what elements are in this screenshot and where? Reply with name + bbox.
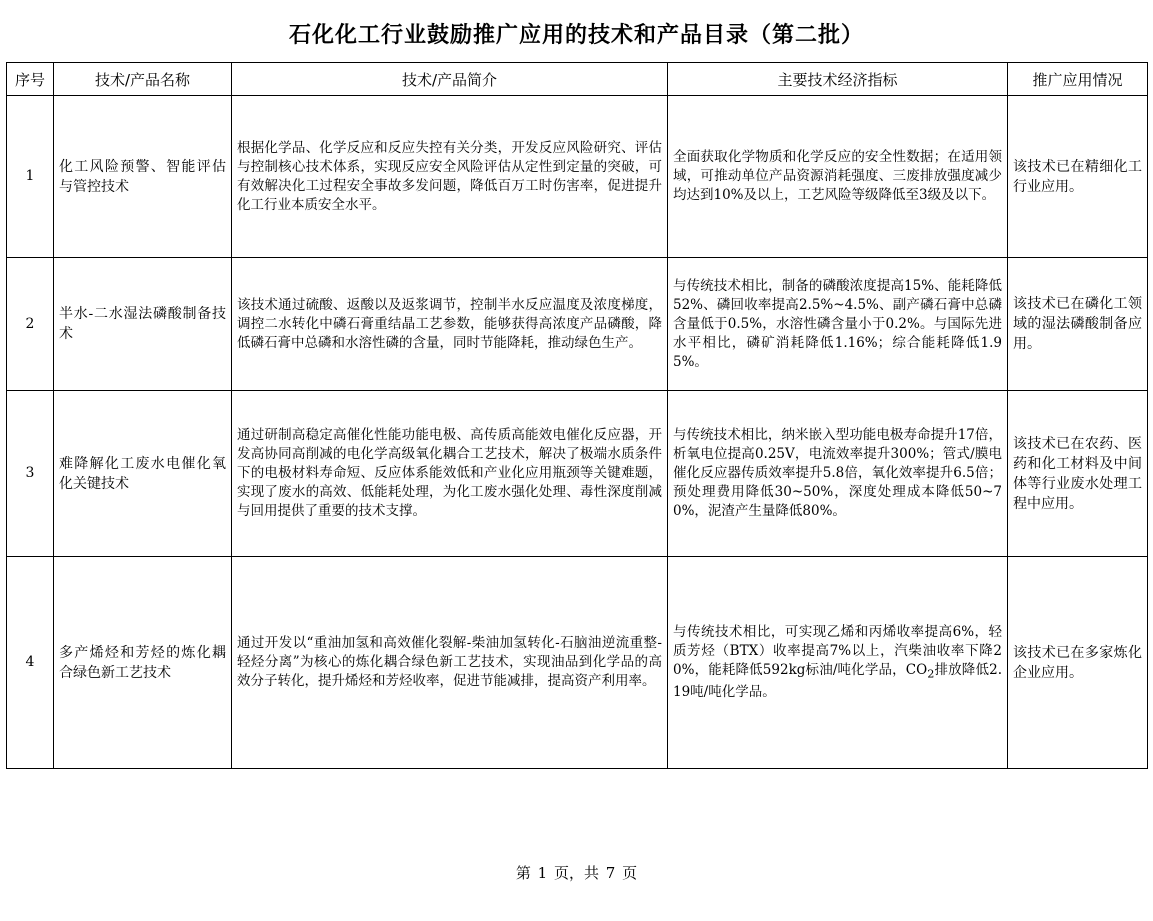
header-status: 推广应用情况 [1008,63,1148,96]
catalog-table [6,62,1148,769]
row-name: 化工风险预警、智能评估与管控技术 [54,96,232,258]
row-name: 多产烯烃和芳烃的炼化耦合绿色新工艺技术 [54,557,232,769]
row-intro: 通过开发以“重油加氢和高效催化裂解-柴油加氢转化-石脑油逆流重整-轻烃分离”为核心的炼化耦合绿色新工艺技术，实现油品到化学品的高效分子转化，提升烯烃和芳烃收率，促进节能减排，提高资产利用率。 [232,557,668,769]
row-seq: 3 [7,391,54,557]
row-status: 该技术已在精细化工行业应用。 [1008,96,1148,258]
indicators-text-b: 排放降低2.19吨/吨化学品。 [673,661,1002,701]
table-row [7,258,1148,391]
co2-formula: CO [905,661,928,678]
table-row [7,96,1148,258]
row-intro: 该技术通过硫酸、返酸以及返浆调节，控制半水反应温度及浓度梯度，调控二水转化中磷石膏重结晶工艺参数，能够获得高浓度产品磷酸，降低磷石膏中总磷和水溶性磷的含量，同时节能降耗，推动绿色生产。 [232,258,668,391]
row-indicators [668,557,1008,769]
page-footer: 第 1 页，共 7 页 [515,864,638,882]
indicators-text-a: 与传统技术相比，可实现乙烯和丙烯收率提高6%，轻质芳烃（BTX）收率提高7%以上，汽柴油收率下降20%，能耗降低592kg标油/吨化学品， [673,623,1002,678]
row-status: 该技术已在农药、医药和化工材料及中间体等行业废水处理工程中应用。 [1008,391,1148,557]
row-name: 半水-二水湿法磷酸制备技术 [54,258,232,391]
header-name: 技术/产品名称 [54,63,232,96]
co2-subscript: 2 [927,667,935,681]
row-intro: 通过研制高稳定高催化性能功能电极、高传质高能效电催化反应器，开发高协同高削减的电化学高级氧化耦合工艺技术，解决了极端水质条件下的电极材料寿命短、反应体系能效低和产业化应用瓶颈等关键难题，实现了废水的高效、低能耗处理，为化工废水强化处理、毒性深度削减与回用提供了重要的技术支撑。 [232,391,668,557]
row-status: 该技术已在多家炼化企业应用。 [1008,557,1148,769]
row-indicators: 全面获取化学物质和化学反应的安全性数据；在适用领域，可推动单位产品资源消耗强度、三废排放强度减少均达到10%及以上，工艺风险等级降低至3级及以下。 [668,96,1008,258]
row-name: 难降解化工废水电催化氧化关键技术 [54,391,232,557]
row-seq: 2 [7,258,54,391]
page-title: 石化化工行业鼓励推广应用的技术和产品目录（第二批） [288,23,864,48]
row-status: 该技术已在磷化工领域的湿法磷酸制备应用。 [1008,258,1148,391]
row-seq: 4 [7,557,54,769]
table-row [7,557,1148,769]
row-seq: 1 [7,96,54,258]
row-indicators: 与传统技术相比，制备的磷酸浓度提高15%、能耗降低52%、磷回收率提高2.5%~4.5%、副产磷石膏中总磷含量低于0.5%，水溶性磷含量小于0.2%。与国际先进水平相比，磷矿消耗降低1.16%；综合能耗降低1.95%。 [668,258,1008,391]
header-intro: 技术/产品简介 [232,63,668,96]
row-indicators: 与传统技术相比，纳米嵌入型功能电极寿命提升17倍，析氧电位提高0.25V，电流效率提升300%；管式/膜电催化反应器传质效率提升5.8倍，氧化效率提升6.5倍；预处理费用降低30~50%，深度处理成本降低50~70%，泥渣产生量降低80%。 [668,391,1008,557]
header-indicators: 主要技术经济指标 [668,63,1008,96]
table-header-row [7,63,1148,96]
table-row [7,391,1148,557]
row-intro: 根据化学品、化学反应和反应失控有关分类，开发反应风险研究、评估与控制核心技术体系，实现反应安全风险评估从定性到定量的突破，可有效解决化工过程安全事故多发问题，降低百万工时伤害率，促进提升化工行业本质安全水平。 [232,96,668,258]
header-seq: 序号 [7,63,54,96]
